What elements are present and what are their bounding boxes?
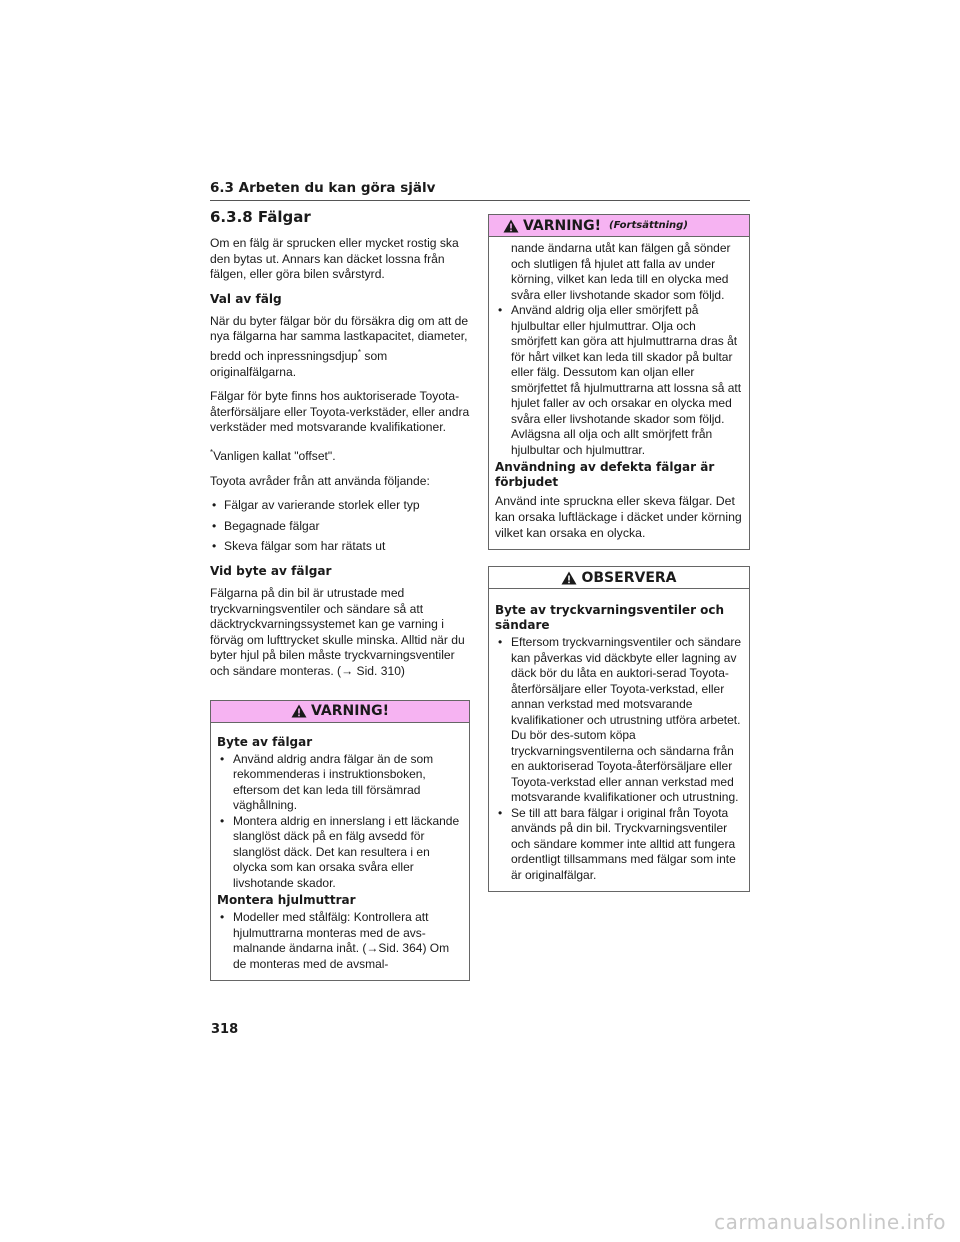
warning-box-left [210, 700, 470, 982]
observera-title: OBSERVERA [581, 569, 677, 586]
warning-sub-1: Byte av fälgar [217, 734, 313, 749]
right-column [488, 214, 750, 892]
warning-title: VARNING! [523, 217, 602, 234]
list-item: • Fälgar av varierande storlek eller typ [210, 498, 470, 514]
val-p1-text-a: När du byter fälgar bör du försäkra dig om att de nya fälgarna har samma lastkapacitet, diameter, bredd och inpressningsdjup [210, 313, 469, 363]
warning-body-continued [489, 237, 749, 549]
warning-title: VARNING! [310, 703, 390, 720]
list-item: • Modeller med stålfälg: Kontrollera att hjulmuttrarna monteras med de avs-malnande ändarna inåt. (→Sid. 364) Om de monteras med de avsmal- [217, 910, 463, 972]
warning-header-continued [489, 215, 749, 237]
warning-box-right [488, 214, 750, 550]
list-item: • Se till att bara fälgar i original från Toyota används på din bil. Tryckvarningsventiler och sändare kommer inte alltid att fungera ordentligt tillsammans med fälgar som inte är originalfälgar. [495, 806, 743, 884]
val-p1-text-b: som originalfälgarna. [210, 349, 388, 379]
observera-sub: Byte av tryckvarningsventiler och sändare [495, 603, 725, 633]
warning-header [211, 701, 469, 723]
list-item: • Montera aldrig en innerslang i ett läckande slanglöst däck på en fälg avsedd för slanglöst däck. Det kan resultera i en olycka som kan orsaka svåra eller livshotande skador. [217, 814, 463, 892]
watermark: carmanualsonline.info [714, 1210, 946, 1234]
list-item: • Använd aldrig olja eller smörjfett på hjulbultar eller hjulmuttrar. Olja och smörjfett kan göra att hjulmuttrarna dras åt för hårt vilket kan leda till skador på bultar eller fälg. Dessutom kan oljan eller smörjfettet få hjulmuttrarna att lossna så att hjulet faller av och orsakar en olycka med svåra eller livshotande skador som följd. Avlägsna all olja och allt smörjfett från hjulbultar och hjulmuttrar. [495, 303, 743, 458]
defect-paragraph: Använd inte spruckna eller skeva fälgar. Det kan orsaka luftläckage i däcket under körning vilket kan orsaka en olycka. [495, 494, 742, 540]
list-item: • Använd aldrig andra fälgar än de som rekommenderas i instruktionsboken, eftersom det kan leda till försämrad väghållning. [217, 752, 463, 814]
list-item: • Eftersom tryckvarningsventiler och sändare kan påverkas vid däckbyte eller lagning av däck bör du låta en auktori-serad Toyota-återförsäljare eller Toyota-verkstad, eller annan verkstad med motsvarande kvalifikationer och utrustning utföra arbetet. Du bör des-sutom köpa tryckvarningsventilerna och sändarna från en auktoriserad Toyota-återförsäljare eller Toyota-verkstad eller annan verkstad med motsvarande kvalifikationer och utrustning. [495, 635, 743, 806]
section-header: 6.3 Arbeten du kan göra själv [210, 180, 750, 201]
warning-triangle-icon [503, 219, 519, 233]
caution-triangle-icon [561, 571, 577, 585]
warning-list-1 [217, 752, 463, 892]
vid-byte-heading: Vid byte av fälgar [210, 563, 332, 578]
list-item: • Skeva fälgar som har rätats ut [210, 539, 470, 555]
vid-byte-paragraph: Fälgarna på din bil är utrustade med tryckvarningsventiler och sändare så att däcktryckvarningssystemet kan ge varning i förväg om lufttrycket skulle minska. Alltid när du byter hjul på bilen måste tryckvarningsventiler och sändare monteras. (→ Sid. 310) [210, 585, 465, 678]
intro-paragraph: Om en fälg är sprucken eller mycket rostig ska den bytas ut. Annars kan däcket lossna från fälgen, eller göra bilen svårstyrd. [210, 236, 459, 282]
footnote [210, 445, 470, 465]
observera-list [495, 635, 743, 883]
val-av-falg-paragraph-1 [210, 314, 470, 380]
warning-body [211, 723, 469, 981]
footnote-marker: * [357, 347, 362, 357]
warning-list-2 [217, 910, 463, 972]
warning-cont-list [495, 241, 743, 458]
left-column [210, 208, 470, 981]
defect-heading: Användning av defekta fälgar är förbjudet [495, 460, 715, 489]
footnote-text: Vanligen kallat "offset". [213, 449, 336, 463]
warning-sub-2: Montera hjulmuttrar [217, 893, 356, 908]
observera-body [489, 589, 749, 891]
observera-box [488, 566, 750, 892]
continued-text: nande ändarna utåt kan fälgen gå sönder och slutligen få hjulet att falla av under körning, vilket kan leda till en olycka med svåra eller livshotande skador som följd. [511, 241, 731, 302]
continuation-label: (Fortsättning) [609, 220, 688, 231]
list-item: • Begagnade fälgar [210, 519, 470, 535]
val-av-falg-heading: Val av fälg [210, 291, 282, 306]
footnote-sup: * [210, 447, 214, 457]
warning-triangle-icon [291, 704, 307, 718]
avoid-list [210, 498, 470, 555]
observera-header [489, 567, 749, 589]
val-av-falg-paragraph-3: Toyota avråder från att använda följande: [210, 473, 430, 488]
page-number: 318 [211, 1022, 239, 1037]
section-title: 6.3.8 Fälgar [210, 208, 311, 226]
val-av-falg-paragraph-2: Fälgar för byte finns hos auktoriserade Toyota-återförsäljare eller Toyota-verkstäder, eller andra verkstäder med motsvarande kvalifikationer. [210, 389, 470, 435]
